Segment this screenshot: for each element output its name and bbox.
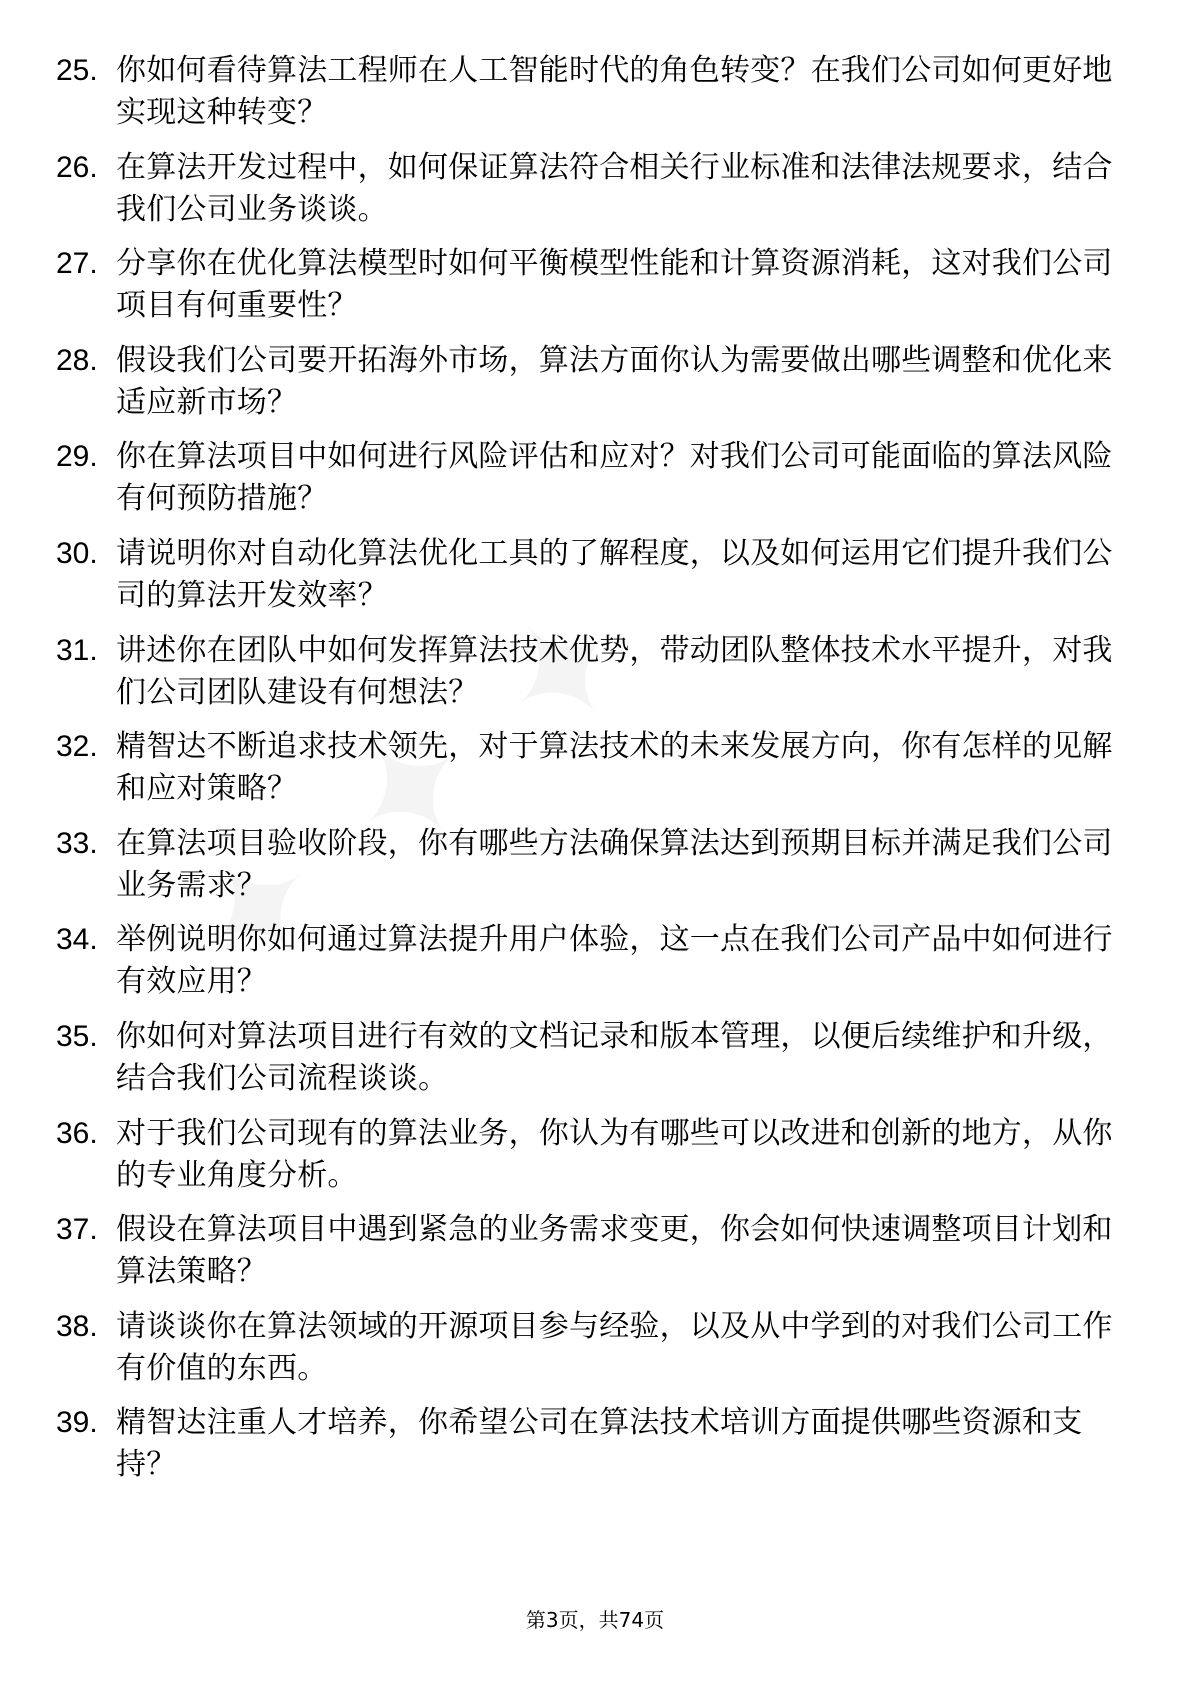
question-item [56, 1402, 1126, 1499]
question-text: 假设在算法项目中遇到紧急的业务需求变更，你会如何快速调整项目计划和算法策略？ [116, 1212, 1113, 1290]
question-number: 27. [56, 247, 98, 281]
question-text: 精智达注重人才培养，你希望公司在算法技术培训方面提供哪些资源和支持？ [116, 1405, 1083, 1483]
question-item [56, 726, 1126, 823]
question-number: 39. [56, 1406, 98, 1440]
question-number: 30. [56, 536, 98, 570]
question-list [56, 50, 1126, 1499]
question-text: 假设我们公司要开拓海外市场，算法方面你认为需要做出哪些调整和优化来适应新市场？ [116, 342, 1113, 420]
question-item [56, 1113, 1126, 1210]
question-number: 25. [56, 54, 98, 87]
question-item [56, 436, 1126, 533]
question-text: 请谈谈你在算法领域的开源项目参与经验，以及从中学到的对我们公司工作有价值的东西。 [116, 1308, 1113, 1386]
question-number: 38. [56, 1309, 98, 1343]
question-text: 讲述你在团队中如何发挥算法技术优势，带动团队整体技术水平提升，对我们公司团队建设有何想法？ [116, 632, 1113, 710]
question-number: 34. [56, 923, 98, 957]
question-item [56, 340, 1126, 437]
question-text: 在算法开发过程中，如何保证算法符合相关行业标准和法律法规要求，结合我们公司业务谈谈。 [116, 149, 1113, 227]
question-text: 举例说明你如何通过算法提升用户体验，这一点在我们公司产品中如何进行有效应用？ [116, 922, 1113, 1000]
question-item [56, 1209, 1126, 1306]
question-item [56, 919, 1126, 1016]
question-text: 分享你在优化算法模型时如何平衡模型性能和计算资源消耗，这对我们公司项目有何重要性？ [116, 246, 1113, 324]
question-item [56, 533, 1126, 630]
question-item [56, 630, 1126, 727]
question-number: 33. [56, 826, 98, 860]
question-item [56, 823, 1126, 920]
question-number: 35. [56, 1019, 98, 1053]
question-text: 你如何对算法项目进行有效的文档记录和版本管理，以便后续维护和升级，结合我们公司流程谈谈。 [116, 1018, 1113, 1096]
question-text: 在算法项目验收阶段，你有哪些方法确保算法达到预期目标并满足我们公司业务需求？ [116, 825, 1113, 903]
question-item [56, 243, 1126, 340]
question-item [56, 1306, 1126, 1403]
question-number: 28. [56, 343, 98, 377]
question-number: 26. [56, 150, 98, 184]
question-number: 32. [56, 730, 98, 764]
question-text: 精智达不断追求技术领先，对于算法技术的未来发展方向，你有怎样的见解和应对策略？ [116, 729, 1113, 807]
question-number: 31. [56, 633, 98, 667]
question-text: 你如何看待算法工程师在人工智能时代的角色转变？在我们公司如何更好地实现这种转变？ [116, 53, 1113, 130]
question-item [56, 147, 1126, 244]
question-number: 29. [56, 440, 98, 474]
question-item [56, 50, 1126, 147]
question-text: 请说明你对自动化算法优化工具的了解程度，以及如何运用它们提升我们公司的算法开发效率？ [116, 535, 1113, 613]
question-text: 你在算法项目中如何进行风险评估和应对？对我们公司可能面临的算法风险有何预防措施？ [116, 439, 1113, 517]
question-item [56, 1016, 1126, 1113]
page-footer [0, 1608, 1190, 1632]
page-number-label: 第3页，共74页 [525, 1608, 665, 1632]
question-number: 36. [56, 1116, 98, 1150]
question-text: 对于我们公司现有的算法业务，你认为有哪些可以改进和创新的地方，从你的专业角度分析。 [116, 1115, 1113, 1193]
question-number: 37. [56, 1213, 98, 1247]
